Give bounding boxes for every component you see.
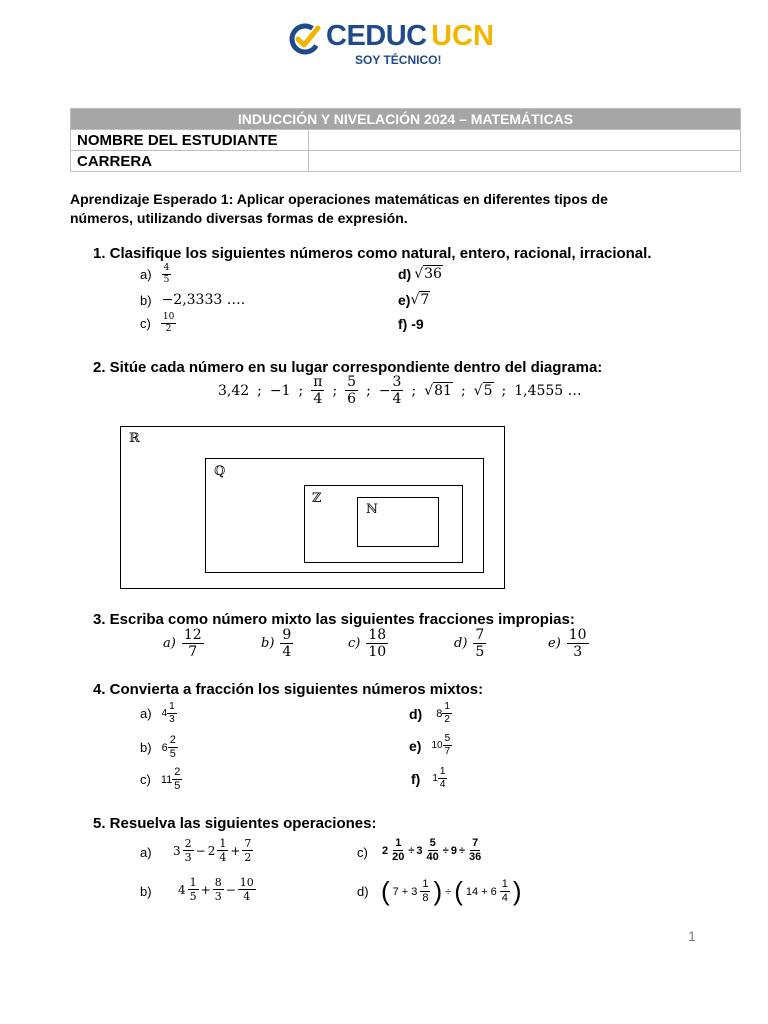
q1-item-d: d) √36 xyxy=(398,266,442,282)
whole: 4 xyxy=(161,708,168,719)
set-real-label: ℝ xyxy=(129,431,140,446)
q2-number-2: −1 xyxy=(269,382,291,399)
q3-fraction-list xyxy=(163,628,589,659)
operator: ÷ xyxy=(408,844,415,857)
whole: 11 xyxy=(160,773,173,786)
q4-label-b: b) xyxy=(140,740,152,755)
q5-label-d: d) xyxy=(357,884,369,899)
numerator: 12 xyxy=(183,627,202,643)
numerator: 10 xyxy=(568,627,587,643)
q1-item-b xyxy=(140,292,245,308)
student-name-field[interactable] xyxy=(309,130,741,151)
q4-label-c: c) xyxy=(140,772,151,787)
minus-sign: − xyxy=(378,382,391,399)
logo-ucn-text: UCN xyxy=(431,20,494,52)
q3-label: a) xyxy=(163,636,176,651)
numerator: 1 xyxy=(189,876,197,889)
operator: − xyxy=(195,843,206,858)
q1-item-e: e) √7 xyxy=(398,292,430,308)
numerator: 5 xyxy=(347,374,357,390)
numerator: π xyxy=(313,374,323,390)
q1-label-a: a) xyxy=(140,267,152,282)
whole: 2 xyxy=(382,844,389,857)
numerator: 1 xyxy=(422,878,429,890)
q4-mixed-a xyxy=(162,702,177,725)
whole: 10 xyxy=(431,740,443,751)
question-2-title: 2. Sitúe cada número en su lugar correspondiente dentro del diagrama: xyxy=(93,359,603,376)
q4-label-a: a) xyxy=(140,706,152,721)
logo-ceduc-text: CEDUC xyxy=(326,20,427,52)
q3-item-c xyxy=(348,628,454,659)
objective-line-1: Aprendizaje Esperado 1: Aplicar operaciones matemáticas en diferentes tipos de xyxy=(70,191,608,207)
q4-item-e xyxy=(409,734,452,757)
denominator: 7 xyxy=(444,746,451,757)
denominator: 5 xyxy=(169,748,176,760)
q1-label-e: e) xyxy=(398,292,411,308)
whole: 9 xyxy=(450,844,457,857)
q3-item-e xyxy=(548,628,589,659)
q5-expression-b xyxy=(178,877,256,902)
q1-item-f: f) -9 xyxy=(398,316,424,332)
numerator: 1 xyxy=(219,837,227,850)
denominator: 4 xyxy=(392,391,402,407)
q4-item-b xyxy=(140,735,178,760)
denominator: 5 xyxy=(163,275,170,285)
q5-label-a: a) xyxy=(140,845,152,860)
denominator: 3 xyxy=(184,851,192,864)
q4-label-f: f) xyxy=(411,770,421,787)
header-title: INDUCCIÓN Y NIVELACIÓN 2024 – MATEMÁTICAS xyxy=(71,109,741,130)
career-field[interactable] xyxy=(309,151,741,172)
q3-item-b xyxy=(261,628,348,659)
q1-fraction-a xyxy=(162,264,172,285)
whole: 3 xyxy=(173,843,181,858)
denominator: 5 xyxy=(174,780,181,792)
q5-expression-c xyxy=(382,838,483,863)
q5-label-b: b) xyxy=(140,884,152,899)
open-paren: ( xyxy=(454,876,463,906)
operator: ÷ xyxy=(442,844,449,857)
q2-fraction-5-6 xyxy=(345,375,358,406)
q2-fraction-neg-3-4 xyxy=(379,375,404,406)
check-circle-icon xyxy=(288,22,322,56)
q4-mixed-c xyxy=(161,767,183,792)
q3-label: d) xyxy=(454,636,468,651)
q1-label-c: c) xyxy=(140,316,151,331)
numerator: 7 xyxy=(475,627,485,643)
denominator: 4 xyxy=(501,892,508,904)
operator: + xyxy=(200,882,211,897)
objective-line-2: números, utilizando diversas formas de expresión. xyxy=(70,210,408,226)
set-integer-label: ℤ xyxy=(312,491,322,506)
q2-number-8: 1,4555 … xyxy=(514,382,582,399)
separator: ; xyxy=(460,382,466,399)
numerator: 5 xyxy=(444,733,451,744)
q4-item-c xyxy=(140,767,182,792)
q4-item-d xyxy=(409,702,452,725)
whole: 4 xyxy=(178,882,186,897)
question-5-title: 5. Resuelva las siguientes operaciones: xyxy=(93,815,377,832)
close-paren: ) xyxy=(433,876,443,906)
numerator: 10 xyxy=(162,312,175,322)
denominator: 4 xyxy=(313,391,323,407)
numerator: 7 xyxy=(472,837,479,849)
numerator: 1 xyxy=(501,878,508,890)
q2-fraction-pi-4 xyxy=(311,375,324,406)
numerator: 10 xyxy=(239,876,254,889)
denominator: 2 xyxy=(165,324,172,334)
numerator: 1 xyxy=(444,701,450,712)
term: 14 xyxy=(465,885,479,898)
separator: ; xyxy=(501,382,507,399)
q4-mixed-e xyxy=(431,734,452,757)
radicand: 5 xyxy=(483,382,493,399)
q2-number-list xyxy=(218,375,582,406)
q4-mixed-f xyxy=(432,767,447,790)
denominator: 20 xyxy=(392,851,405,863)
q3-label: c) xyxy=(348,636,361,651)
separator: ; xyxy=(332,382,338,399)
q1-label-d: d) xyxy=(398,266,412,282)
q1-radicand-d: 36 xyxy=(424,266,442,282)
numerator: 5 xyxy=(429,837,436,849)
ceduc-ucn-logo xyxy=(288,22,503,70)
q4-label-d: d) xyxy=(409,705,423,722)
numerator: 3 xyxy=(392,374,402,390)
career-label: CARRERA xyxy=(71,151,309,172)
open-paren: ( xyxy=(381,876,390,906)
close-paren: ) xyxy=(512,876,522,906)
numerator: 2 xyxy=(174,766,181,778)
operator: ÷ xyxy=(445,885,452,898)
denominator: 8 xyxy=(422,892,429,904)
q3-label: b) xyxy=(261,636,275,651)
term: 7 xyxy=(392,885,399,898)
q3-item-a xyxy=(163,628,261,659)
page-number: 1 xyxy=(688,928,696,944)
numerator: 1 xyxy=(169,701,175,712)
q4-item-f xyxy=(411,767,447,790)
set-natural-label: ℕ xyxy=(366,502,378,517)
denominator: 3 xyxy=(214,890,222,903)
denominator: 4 xyxy=(219,851,227,864)
denominator: 40 xyxy=(426,851,439,863)
q1-radicand-e: 7 xyxy=(420,292,430,308)
denominator: 3 xyxy=(573,644,583,660)
denominator: 6 xyxy=(347,391,357,407)
q5-expression-d xyxy=(381,876,521,907)
logo-tagline: SOY TÉCNICO! xyxy=(355,53,442,67)
operator: + xyxy=(230,843,241,858)
set-rational-label: ℚ xyxy=(214,464,226,479)
q2-sqrt-81: √81 xyxy=(424,382,452,399)
denominator: 4 xyxy=(243,890,251,903)
q5-label-c: c) xyxy=(357,845,368,860)
q1-item-c xyxy=(140,313,176,334)
operator: ÷ xyxy=(458,844,466,857)
whole: 1 xyxy=(432,773,438,784)
operator: + xyxy=(481,885,488,898)
whole: 6 xyxy=(161,741,168,754)
denominator: 2 xyxy=(244,851,252,864)
whole: 2 xyxy=(207,843,216,858)
numerator: 8 xyxy=(214,876,222,889)
whole: 3 xyxy=(411,885,418,898)
denominator: 36 xyxy=(469,851,482,863)
learning-objective xyxy=(70,190,608,228)
denominator: 7 xyxy=(188,644,198,660)
numerator: 18 xyxy=(368,627,387,643)
numerator: 2 xyxy=(184,837,192,850)
q1-label-b: b) xyxy=(140,292,152,308)
radicand: 81 xyxy=(434,382,452,399)
numerator: 7 xyxy=(244,837,252,850)
separator: ; xyxy=(257,382,262,399)
denominator: 5 xyxy=(189,890,197,903)
q4-mixed-d xyxy=(436,702,452,725)
question-3-title: 3. Escriba como número mixto las siguientes fracciones impropias: xyxy=(93,611,575,628)
numerator: 1 xyxy=(439,766,446,777)
separator: ; xyxy=(411,382,417,399)
denominator: 2 xyxy=(444,714,450,725)
denominator: 5 xyxy=(475,644,485,660)
whole: 6 xyxy=(490,885,497,898)
q1-fraction-c xyxy=(161,313,176,334)
separator: ; xyxy=(298,382,304,399)
q1-item-a xyxy=(140,264,171,285)
denominator: 4 xyxy=(282,644,292,660)
q4-item-a xyxy=(140,702,177,725)
operator: − xyxy=(225,882,236,897)
q4-mixed-b xyxy=(162,735,178,760)
whole: 8 xyxy=(436,707,443,720)
q3-label: e) xyxy=(548,636,561,651)
operator: + xyxy=(401,885,409,898)
numerator: 4 xyxy=(163,263,170,273)
q2-sqrt-5: √5 xyxy=(473,382,493,399)
numerator: 1 xyxy=(395,837,402,849)
question-1-title: 1. Clasifique los siguientes números como natural, entero, racional, irracional. xyxy=(93,245,652,262)
denominator: 4 xyxy=(439,779,446,790)
numerator: 9 xyxy=(282,627,292,643)
q3-item-d xyxy=(454,628,548,659)
q2-number-1: 3,42 xyxy=(218,382,250,399)
numerator: 2 xyxy=(169,734,176,746)
whole: 3 xyxy=(416,844,423,857)
separator: ; xyxy=(366,382,371,399)
q4-label-e: e) xyxy=(409,737,422,754)
question-4-title: 4. Convierta a fracción los siguientes números mixtos: xyxy=(93,681,484,698)
q5-expression-a xyxy=(173,838,253,863)
denominator: 3 xyxy=(169,714,175,725)
student-name-label: NOMBRE DEL ESTUDIANTE xyxy=(71,130,309,151)
denominator: 10 xyxy=(368,644,387,660)
q1-value-b: −2,3333 …. xyxy=(161,292,246,308)
student-info-table xyxy=(70,108,741,172)
